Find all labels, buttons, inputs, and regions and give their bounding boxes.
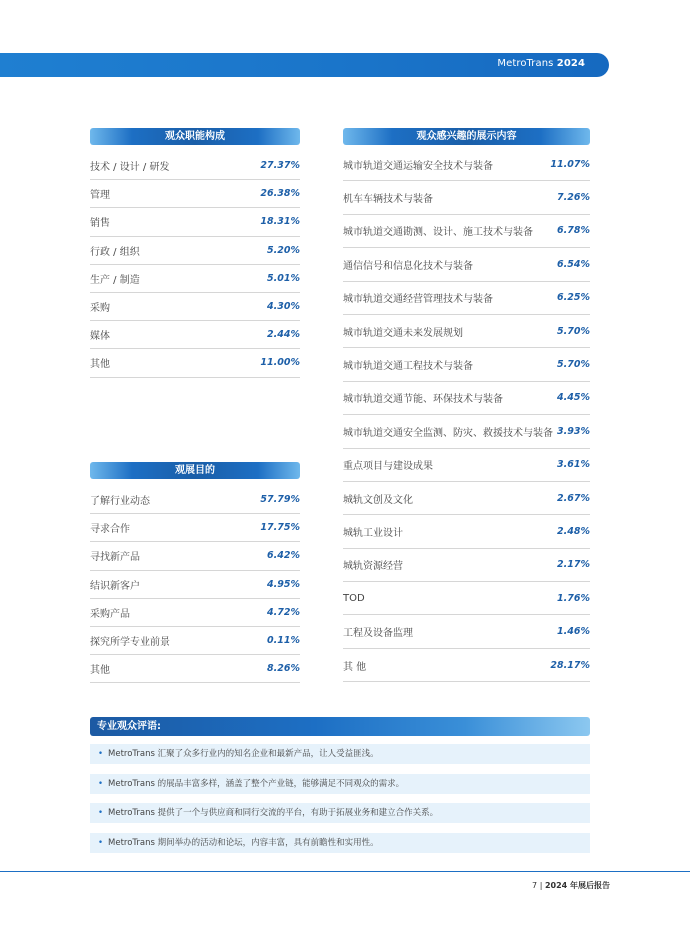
bullet-icon: • — [98, 808, 104, 818]
row-value: 8.26% — [267, 663, 300, 675]
row-label: 了解行业动态 — [90, 496, 150, 508]
row-label: 城市轨道交通经营管理技术与装备 — [343, 294, 493, 306]
row-value: 11.07% — [550, 158, 590, 170]
table-row — [343, 649, 590, 682]
row-label: 通信信号和信息化技术与装备 — [343, 260, 473, 272]
row-label: 寻找新产品 — [90, 552, 140, 564]
row-value: 11.00% — [260, 357, 300, 369]
table-row — [90, 349, 300, 377]
bullet-icon: • — [98, 778, 104, 789]
row-label: 城市轨道交通未来发展规划 — [343, 327, 463, 339]
row-label: 城轨文创及文化 — [343, 494, 413, 506]
comment-text: MetroTrans 汇聚了众多行业内的知名企业和最新产品，让人受益匪浅。 — [108, 749, 379, 759]
table-row — [90, 655, 300, 683]
brand-label: MetroTrans 2024 — [497, 58, 585, 69]
bullet-icon: • — [98, 837, 104, 848]
row-value: 27.37% — [260, 160, 300, 172]
row-value: 6.54% — [557, 258, 590, 270]
row-value: 4.30% — [267, 301, 300, 313]
functions-table — [90, 152, 300, 378]
table-row — [343, 549, 590, 582]
row-label: 城轨工业设计 — [343, 527, 403, 539]
table-row — [90, 599, 300, 627]
comment-item — [90, 803, 590, 823]
interests-title: 观众感兴趣的展示内容 — [343, 128, 590, 145]
row-value: 6.42% — [267, 550, 300, 562]
table-row — [343, 382, 590, 415]
table-row — [343, 415, 590, 448]
row-value: 26.38% — [260, 188, 300, 200]
table-row — [343, 482, 590, 515]
comments-list — [90, 744, 590, 862]
row-value: 6.78% — [557, 225, 590, 237]
row-value: 4.72% — [267, 606, 300, 618]
table-row — [90, 265, 300, 293]
row-value: 17.75% — [260, 522, 300, 534]
row-value: 6.25% — [557, 292, 590, 304]
row-label: 城市轨道交通勘测、设计、施工技术与装备 — [343, 227, 533, 239]
row-value: 4.95% — [267, 578, 300, 590]
table-row — [90, 293, 300, 321]
footer: 7 | 2024 年展后报告 — [532, 881, 610, 890]
row-label: 重点项目与建设成果 — [343, 461, 433, 473]
table-row — [90, 486, 300, 514]
comments-title: 专业观众评语: — [90, 717, 590, 736]
row-value: 3.61% — [557, 459, 590, 471]
header-band — [0, 53, 609, 77]
purpose-title: 观展目的 — [90, 462, 300, 479]
row-value: 5.01% — [267, 272, 300, 284]
table-row — [90, 237, 300, 265]
table-row — [90, 514, 300, 542]
table-row — [90, 321, 300, 349]
row-value: 0.11% — [267, 635, 300, 647]
table-row — [90, 180, 300, 208]
comment-text: MetroTrans 提供了一个与供应商和同行交流的平台，有助于拓展业务和建立合作关系。 — [108, 808, 439, 818]
row-label: 探究所学专业前景 — [90, 637, 170, 649]
row-value: 4.45% — [557, 392, 590, 404]
footer-divider — [0, 871, 690, 872]
row-value: 1.76% — [557, 592, 590, 604]
table-row — [90, 627, 300, 655]
row-label: 机车车辆技术与装备 — [343, 194, 433, 206]
table-row — [90, 208, 300, 236]
row-label: 城市轨道交通工程技术与装备 — [343, 361, 473, 373]
row-label: 结识新客户 — [90, 580, 140, 592]
comment-item — [90, 744, 590, 764]
table-row — [343, 181, 590, 214]
table-row — [343, 615, 590, 648]
table-row — [343, 449, 590, 482]
row-label: 生产 / 制造 — [90, 274, 140, 286]
table-row — [90, 571, 300, 599]
row-value: 2.44% — [267, 329, 300, 341]
row-label: 采购产品 — [90, 608, 130, 620]
row-label: 其他 — [90, 665, 110, 677]
row-label: 行政 / 组织 — [90, 246, 140, 258]
row-value: 5.70% — [557, 359, 590, 371]
row-label: 城市轨道交通节能、环保技术与装备 — [343, 394, 503, 406]
row-value: 1.46% — [557, 626, 590, 638]
row-value: 2.67% — [557, 492, 590, 504]
table-row — [343, 515, 590, 548]
row-label: 寻求合作 — [90, 524, 130, 536]
table-row — [343, 282, 590, 315]
row-label: 采购 — [90, 303, 110, 315]
row-label: 工程及设备监理 — [343, 628, 413, 640]
row-label: 媒体 — [90, 331, 110, 343]
row-value: 5.70% — [557, 325, 590, 337]
row-value: 18.31% — [260, 216, 300, 228]
interests-table — [343, 148, 590, 682]
comment-item — [90, 833, 590, 853]
row-label: 其 他 — [343, 661, 367, 673]
row-label: 管理 — [90, 190, 110, 202]
row-value: 7.26% — [557, 192, 590, 204]
row-value: 3.93% — [557, 425, 590, 437]
table-row — [343, 348, 590, 381]
comment-text: MetroTrans 期间举办的活动和论坛，内容丰富，具有前瞻性和实用性。 — [108, 837, 379, 848]
functions-title: 观众职能构成 — [90, 128, 300, 145]
row-label: 销售 — [90, 218, 110, 230]
row-value: 2.48% — [557, 525, 590, 537]
table-row — [343, 315, 590, 348]
table-row — [343, 215, 590, 248]
row-value: 2.17% — [557, 559, 590, 571]
table-row — [343, 248, 590, 281]
comment-item — [90, 774, 590, 794]
bullet-icon: • — [98, 749, 104, 759]
table-row — [343, 148, 590, 181]
purpose-table — [90, 486, 300, 683]
row-label: 城市轨道交通运输安全技术与装备 — [343, 160, 493, 172]
row-label: 城市轨道交通安全监测、防灾、救援技术与装备 — [343, 427, 553, 439]
comment-text: MetroTrans 的展品丰富多样，涵盖了整个产业链，能够满足不同观众的需求。 — [108, 778, 405, 789]
table-row — [343, 582, 590, 615]
table-row — [90, 152, 300, 180]
row-label: 城轨资源经营 — [343, 561, 403, 573]
row-value: 5.20% — [267, 244, 300, 256]
table-row — [90, 542, 300, 570]
row-value: 57.79% — [260, 494, 300, 506]
row-label: 其他 — [90, 359, 110, 371]
row-value: 28.17% — [550, 659, 590, 671]
row-label: 技术 / 设计 / 研发 — [90, 162, 170, 174]
row-label: TOD — [343, 592, 365, 604]
